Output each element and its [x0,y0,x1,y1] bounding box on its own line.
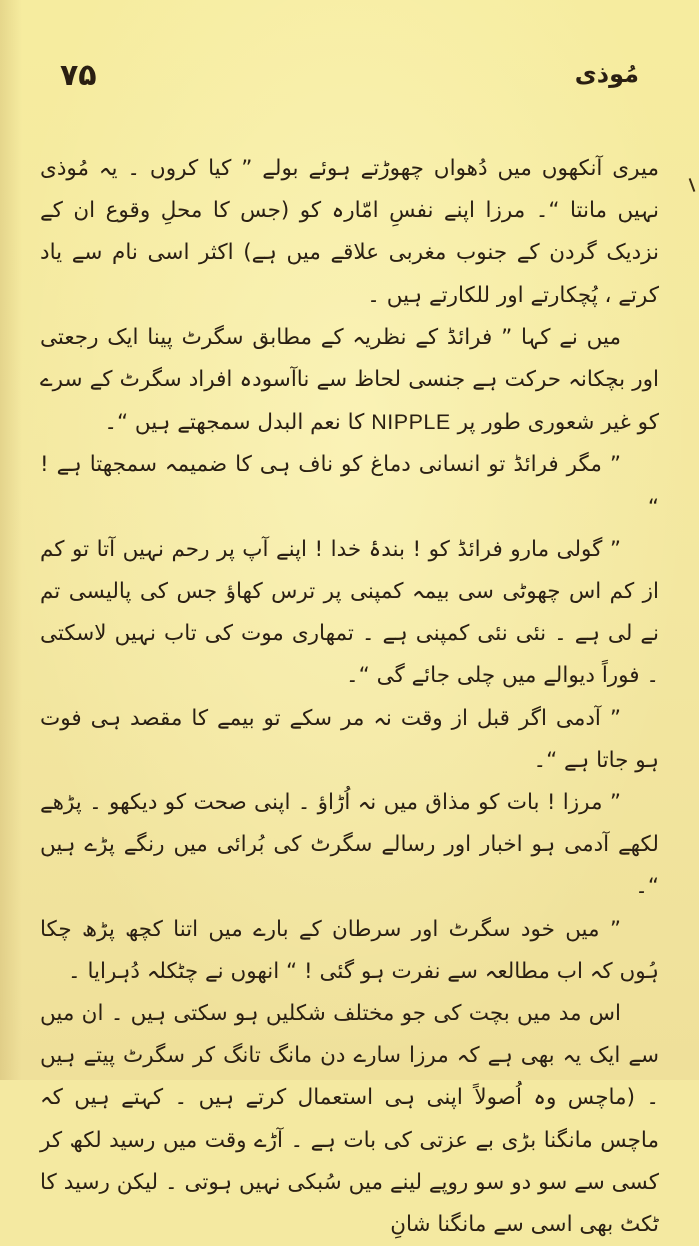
paragraph-3: ” مگر فرائڈ تو انسانی دماغ کو ناف ہی کا ضمیمہ سمجھتا ہے ! “ [40,452,659,520]
paragraph-7: ” میں خود سگرٹ اور سرطان کے بارے میں اتنا کچھ پڑھ چکا ہُوں کہ اب مطالعہ سے نفرت ہو گئی ! “ انھوں نے چٹکلہ دُہرایا ۔ [40,916,659,984]
paragraph-6: ” مرزا ! بات کو مذاق میں نہ اُڑاؤ ۔ اپنی صحت کو دیکھو ۔ پڑھے لکھے آدمی ہو اخبار اور رسالے سگرٹ کی بُرائی میں رنگے پڑے ہیں “۔ [40,790,659,900]
paragraph-2-text-after: کا نعم البدل سمجھتے ہیں “۔ [104,410,372,436]
paragraph-1: میری آنکھوں میں دُھواں چھوڑتے ہوئے بولے ” کیا کروں ۔ یہ مُوذی نہیں مانتا “۔ مرزا اپنے نفسِ امّارہ کو (جس کا محلِ وقوع ان کے نزدیک گردن کے جنوب مغربی علاقے میں ہے) اکثر اسی نام سے یاد کرتے ، پُچکارتے اور للکارتے ہیں ۔ [40,156,659,308]
paragraph-5: ” آدمی اگر قبل از وقت نہ مر سکے تو بیمے کا مقصد ہی فوت ہو جاتا ہے “۔ [40,705,659,773]
page-number: ۷۵ [60,58,97,93]
margin-mark [689,178,696,192]
running-title: مُوذی [574,60,639,88]
paragraph-8: اس مد میں بچت کی جو مختلف شکلیں ہو سکتی ہیں ۔ ان میں سے ایک یہ بھی ہے کہ مرزا سارے دن مانگ تانگ کر سگرٹ پیتے ہیں ۔ (ماچس وہ اُصولاً اپنی ہی استعمال کرتے ہیں ۔ کہتے ہیں کہ ماچس مانگنا بڑی بے عزتی کی بات ہے ۔ آڑے وقت میں رسید لکھ کر کسی سے سو دو سو روپے لینے میں سُبکی نہیں ہوتی ۔ لیکن رسید کا ٹکٹ بھی اسی سے مانگنا شانِ [40,1001,659,1238]
paragraph-2-latin-term: NIPPLE [371,410,451,435]
page-body [40,148,659,1246]
running-head [60,58,639,98]
paragraph-2 [40,317,659,445]
paragraph-2-text-before: میں نے کہا ” فرائڈ کے نظریہ کے مطابق سگرٹ پینا ایک رجعتی اور بچکانہ حرکت ہے جنسی لحاظ سے ناآسودہ افراد سگرٹ کے سرے کو غیر شعوری طور پر [40,324,659,436]
paragraph-4: ” گولی مارو فرائڈ کو ! بندۂ خدا ! اپنے آپ پر رحم نہیں آتا تو کم از کم اس چھوٹی سی بیمہ کمپنی پر ترس کھاؤ جس کی پالیسی تم نے لی ہے ۔ نئی نئی کمپنی ہے ۔ تمھاری موت کی تاب نہیں لاسکتی ۔ فوراً دیوالے میں چلی جائے گی “۔ [40,536,659,689]
page-edge-shadow [0,0,22,1080]
